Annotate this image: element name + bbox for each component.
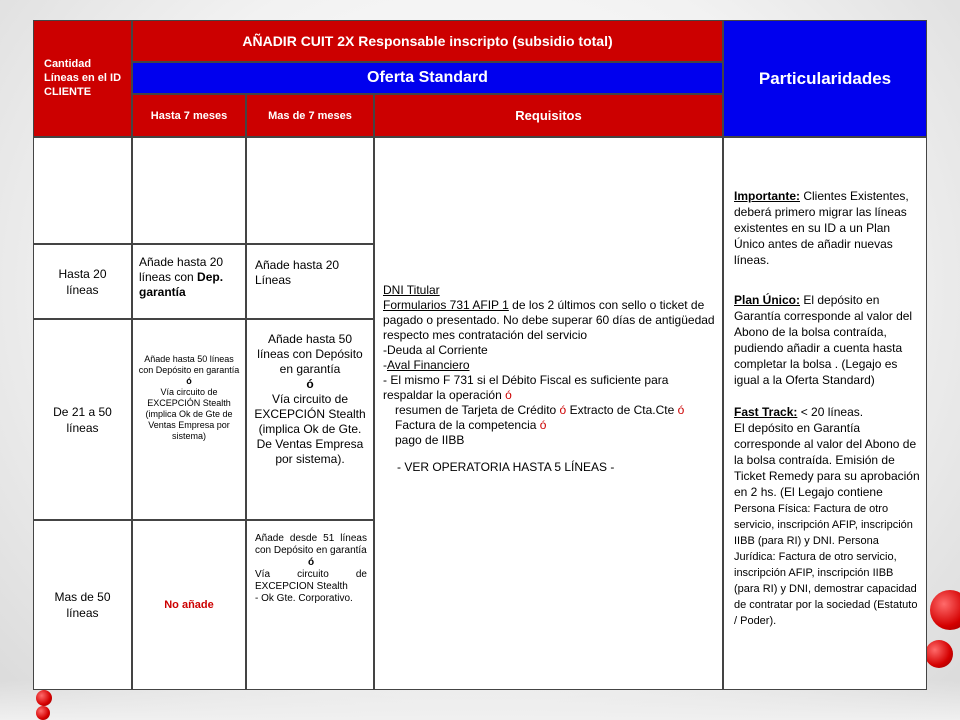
requisito-resumen: resumen de Tarjeta de Crédito ó Extracto de Cta.Cte ó Factura de la competencia ó (395, 403, 685, 432)
empty-cell (33, 137, 132, 244)
header-particularidades: Particularidades (723, 20, 927, 137)
header-title: AÑADIR CUIT 2X Responsable inscripto (subsidio total) (132, 20, 723, 62)
requisito-iibb: pago de IIBB (395, 433, 465, 447)
row3-hasta7: No añade (132, 520, 246, 690)
header-cantidad: Cantidad Líneas en el ID CLIENTE (33, 20, 132, 137)
requisito-aval: -Aval Financiero (383, 358, 470, 372)
nota-importante: Importante: Clientes Existentes, deberá primero migrar las líneas existentes en su ID a un Plan Único antes de añadir nuevas líneas. (734, 189, 909, 267)
decorative-bubble (36, 690, 52, 706)
row-label-21-50: De 21 a 50 líneas (33, 319, 132, 520)
header-hasta7: Hasta 7 meses (132, 94, 246, 137)
decorative-bubble (36, 706, 50, 720)
header-requisitos: Requisitos (374, 94, 723, 137)
row1-mas7: Añade hasta 20 Líneas (246, 244, 374, 319)
row-label-hasta20: Hasta 20 líneas (33, 244, 132, 319)
header-mas7: Mas de 7 meses (246, 94, 374, 137)
decorative-bubble (930, 590, 960, 630)
row3-mas7: Añade desde 51 líneas con Depósito en garantía ó Vía circuito de EXCEPCION Stealth - Ok Gte. Corporativo. (246, 520, 374, 690)
nota-fast-track-detalle: El depósito en Garantía corresponde al valor del Abono de la bolsa contraída. Emisión de Ticket Remedy para su aprobación en 2 hs. (El Legajo contiene Persona Física: Factura de otro servicio, inscripción AFIP, inscripción IIBB (para RI) y DNI. Persona Jurídica: Factura de otro servicio, inscripción AFIP, inscripción IIBB (para RI) y DNI, demostrar capacidad de contratar por la sociedad (Estatuto / Poder). (734, 421, 920, 627)
requisito-formularios: Formularios 731 AFIP 1 de los 2 últimos con sello o ticket de pagado o presentado. No debe superar 60 días de antigüedad respecto mes contratación del servicio (383, 298, 715, 342)
nota-plan-unico: Plan Único: El depósito en Garantía corresponde al valor del Abono de la bolsa contraída, pudiendo añadir a cuenta hasta completar la bolsa . (Legajo es igual a la Oferta Standard) (734, 293, 913, 387)
requisito-dni: DNI Titular (383, 283, 440, 297)
row1-hasta7: Añade hasta 20 líneas con Dep. garantía (132, 244, 246, 319)
requisitos-cell (374, 137, 723, 690)
requisito-f731: - El mismo F 731 si el Débito Fiscal es suficiente para respaldar la operación ó (383, 373, 669, 402)
offer-table (33, 20, 927, 691)
header-offer: Oferta Standard (132, 62, 723, 94)
row2-mas7: Añade hasta 50 líneas con Depósito en garantía ó Vía circuito de EXCEPCIÓN Stealth (implica Ok de Gte. De Ventas Empresa por sistema). (246, 319, 374, 520)
requisito-deuda: -Deuda al Corriente (383, 343, 488, 357)
decorative-bubble (925, 640, 953, 668)
empty-cell (132, 137, 246, 244)
requisito-operatoria: - VER OPERATORIA HASTA 5 LÍNEAS - (397, 460, 615, 474)
row2-hasta7: Añade hasta 50 líneas con Depósito en garantía ó Vía circuito de EXCEPCIÓN Stealth (implica Ok de Gte de Ventas Empresa por sistema) (132, 319, 246, 520)
empty-cell (246, 137, 374, 244)
row-label-mas50: Mas de 50 líneas (33, 520, 132, 690)
particularidades-cell (723, 137, 927, 690)
nota-fast-track: Fast Track: < 20 líneas. (734, 405, 864, 419)
